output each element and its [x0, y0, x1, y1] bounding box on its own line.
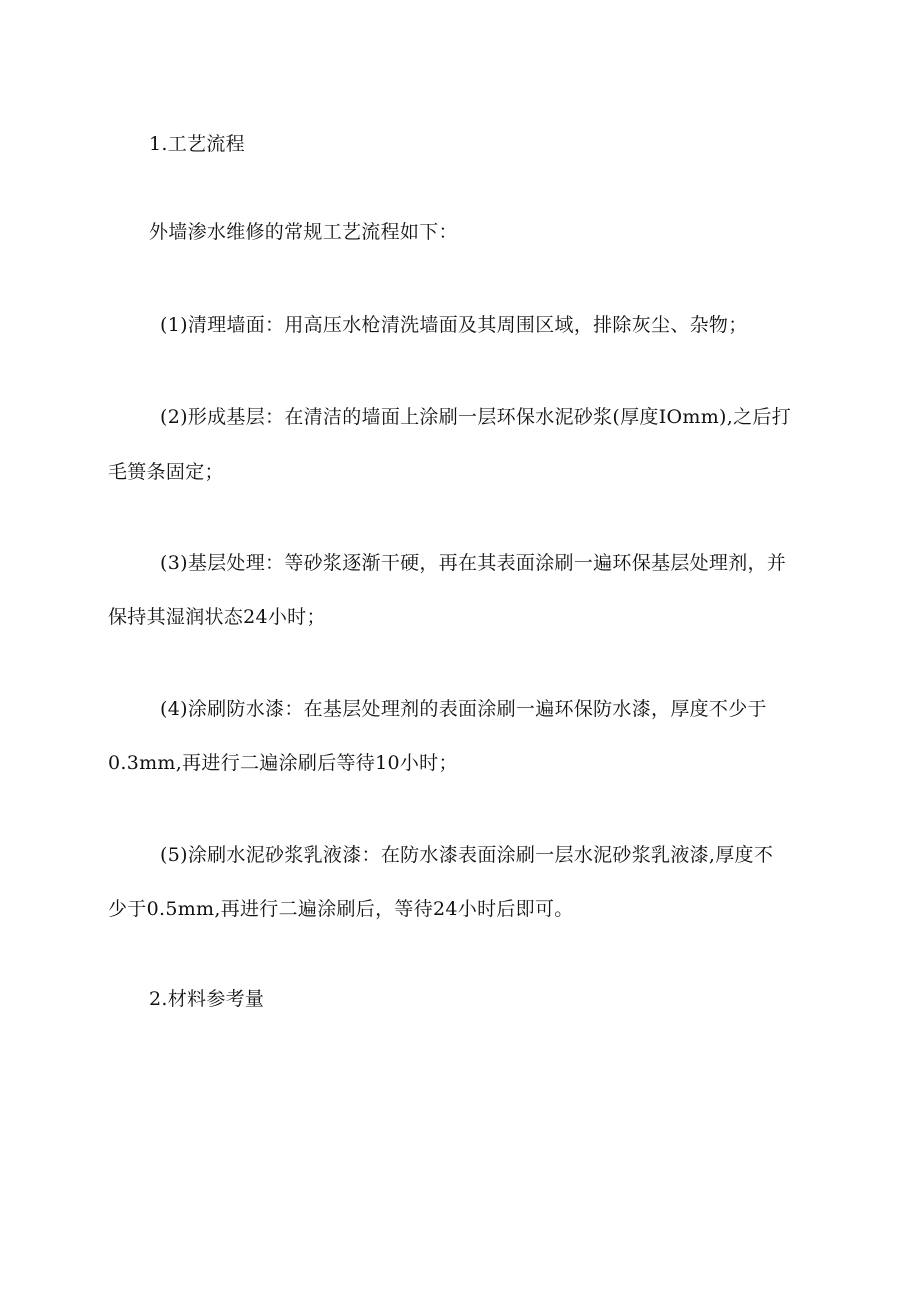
section-heading-1: 1.工艺流程: [149, 133, 245, 155]
step-5-line-2: 少于0.5mm,再进行二遍涂刷后，等待24小时后即可。: [108, 898, 574, 920]
step-4-line-2: 0.3mm,再进行二遍涂刷后等待10小时；: [108, 752, 458, 774]
step-5-line-1: (5)涂刷水泥砂浆乳液漆：在防水漆表面涂刷一层水泥砂浆乳液漆,厚度不: [160, 844, 774, 866]
step-2-line-2: 毛篑条固定；: [108, 461, 224, 483]
section-heading-2: 2.材料参考量: [149, 988, 265, 1010]
step-2-line-1: (2)形成基层：在清洁的墙面上涂刷一层环保水泥砂浆(厚度IOmm),之后打: [160, 406, 791, 428]
step-1-line-1: (1)清理墙面：用高压水枪清洗墙面及其周围区域，排除灰尘、杂物；: [160, 314, 748, 336]
intro-paragraph: 外墙渗水维修的常规工艺流程如下：: [149, 221, 458, 243]
step-3-line-1: (3)基层处理：等砂浆逐渐干硬，再在其表面涂刷一遍环保基层处理剂，并: [160, 552, 787, 574]
step-4-line-1: (4)涂刷防水漆：在基层处理剂的表面涂刷一遍环保防水漆，厚度不少于: [160, 698, 767, 720]
step-3-line-2: 保持其湿润状态24小时；: [108, 606, 326, 628]
